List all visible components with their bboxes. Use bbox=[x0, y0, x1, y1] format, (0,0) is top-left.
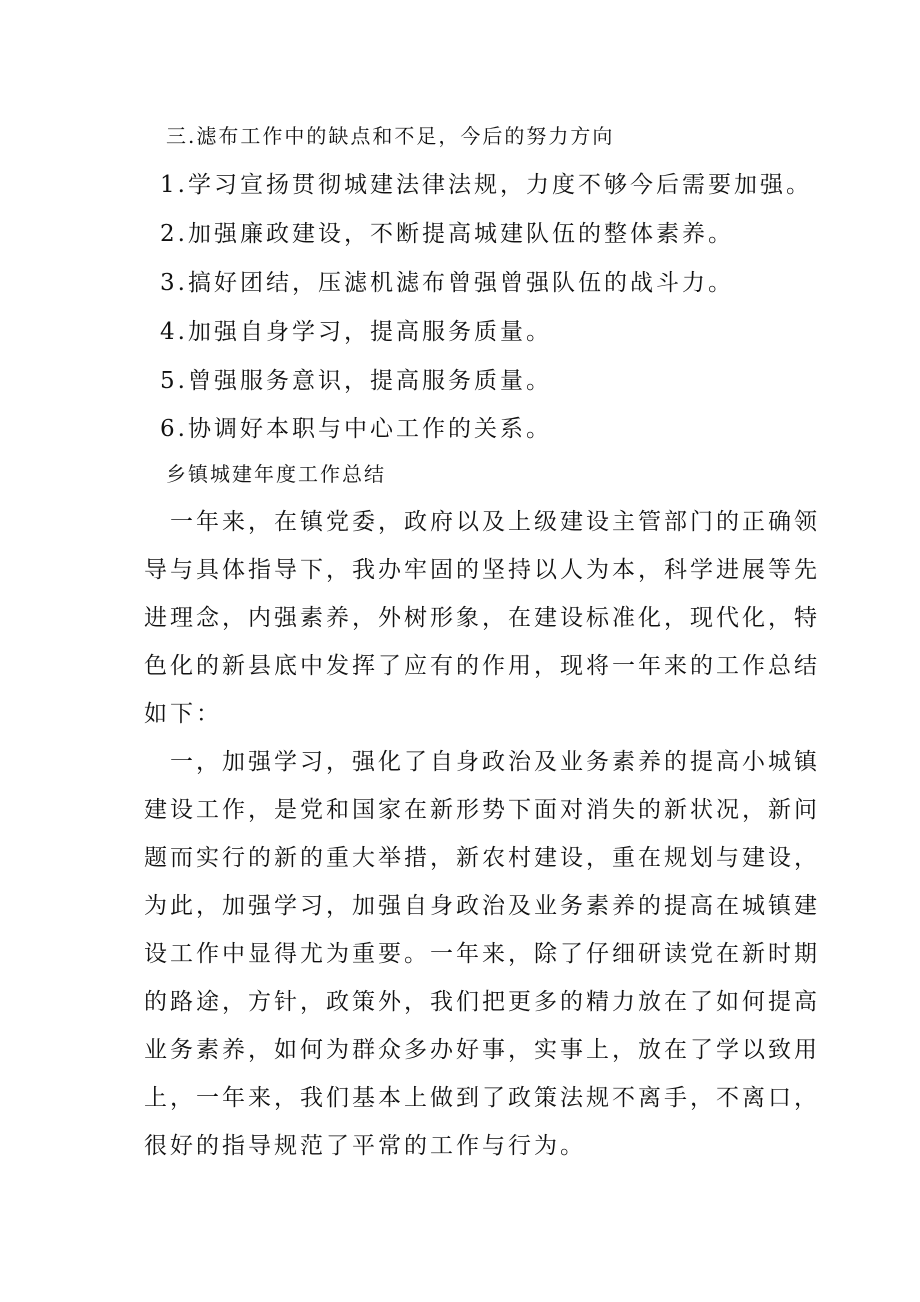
list-item-3: 3.搞好团结，压滤机滤布曾强曾强队伍的战斗力。 bbox=[160, 270, 734, 296]
list-item-2: 2.加强廉政建设，不断提高城建队伍的整体素养。 bbox=[160, 221, 734, 247]
paragraph-2-line-1: 一，加强学习，强化了自身政治及业务素养的提高小城镇 bbox=[170, 749, 820, 775]
summary-title: 乡镇城建年度工作总结 bbox=[166, 462, 386, 486]
paragraph-1-line-5: 如下： bbox=[144, 701, 222, 727]
paragraph-2-line-3: 题而实行的新的重大举措，新农村建设，重在规划与建设， bbox=[144, 845, 820, 871]
paragraph-2-line-8: 上，一年来，我们基本上做到了政策法规不离手，不离口， bbox=[144, 1085, 820, 1111]
paragraph-2-line-2: 建设工作，是党和国家在新形势下面对消失的新状况，新问 bbox=[144, 797, 820, 823]
paragraph-2-line-7: 业务素养，如何为群众多办好事，实事上，放在了学以致用 bbox=[144, 1037, 820, 1063]
list-item-6: 6.协调好本职与中心工作的关系。 bbox=[160, 416, 552, 442]
paragraph-1-line-2: 导与具体指导下，我办牢固的坚持以人为本，科学进展等先 bbox=[144, 557, 820, 583]
paragraph-2-line-9: 很好的指导规范了平常的工作与行为。 bbox=[144, 1133, 586, 1159]
list-item-5: 5.曾强服务意识，提高服务质量。 bbox=[160, 368, 552, 394]
paragraph-1-line-4: 色化的新县底中发挥了应有的作用，现将一年来的工作总结 bbox=[144, 653, 820, 679]
paragraph-1-line-1: 一年来，在镇党委，政府以及上级建设主管部门的正确领 bbox=[170, 509, 820, 535]
section-heading: 三.滤布工作中的缺点和不足，今后的努力方向 bbox=[166, 124, 615, 148]
paragraph-2-line-5: 设工作中显得尤为重要。一年来，除了仔细研读党在新时期 bbox=[144, 941, 820, 967]
paragraph-2-line-4: 为此，加强学习，加强自身政治及业务素养的提高在城镇建 bbox=[144, 893, 820, 919]
paragraph-1-line-3: 进理念，内强素养，外树形象，在建设标准化，现代化，特 bbox=[144, 605, 820, 631]
paragraph-2-line-6: 的路途，方针，政策外，我们把更多的精力放在了如何提高 bbox=[144, 989, 820, 1015]
list-item-4: 4.加强自身学习，提高服务质量。 bbox=[160, 319, 552, 345]
list-item-1: 1.学习宣扬贯彻城建法律法规，力度不够今后需要加强。 bbox=[160, 172, 812, 198]
